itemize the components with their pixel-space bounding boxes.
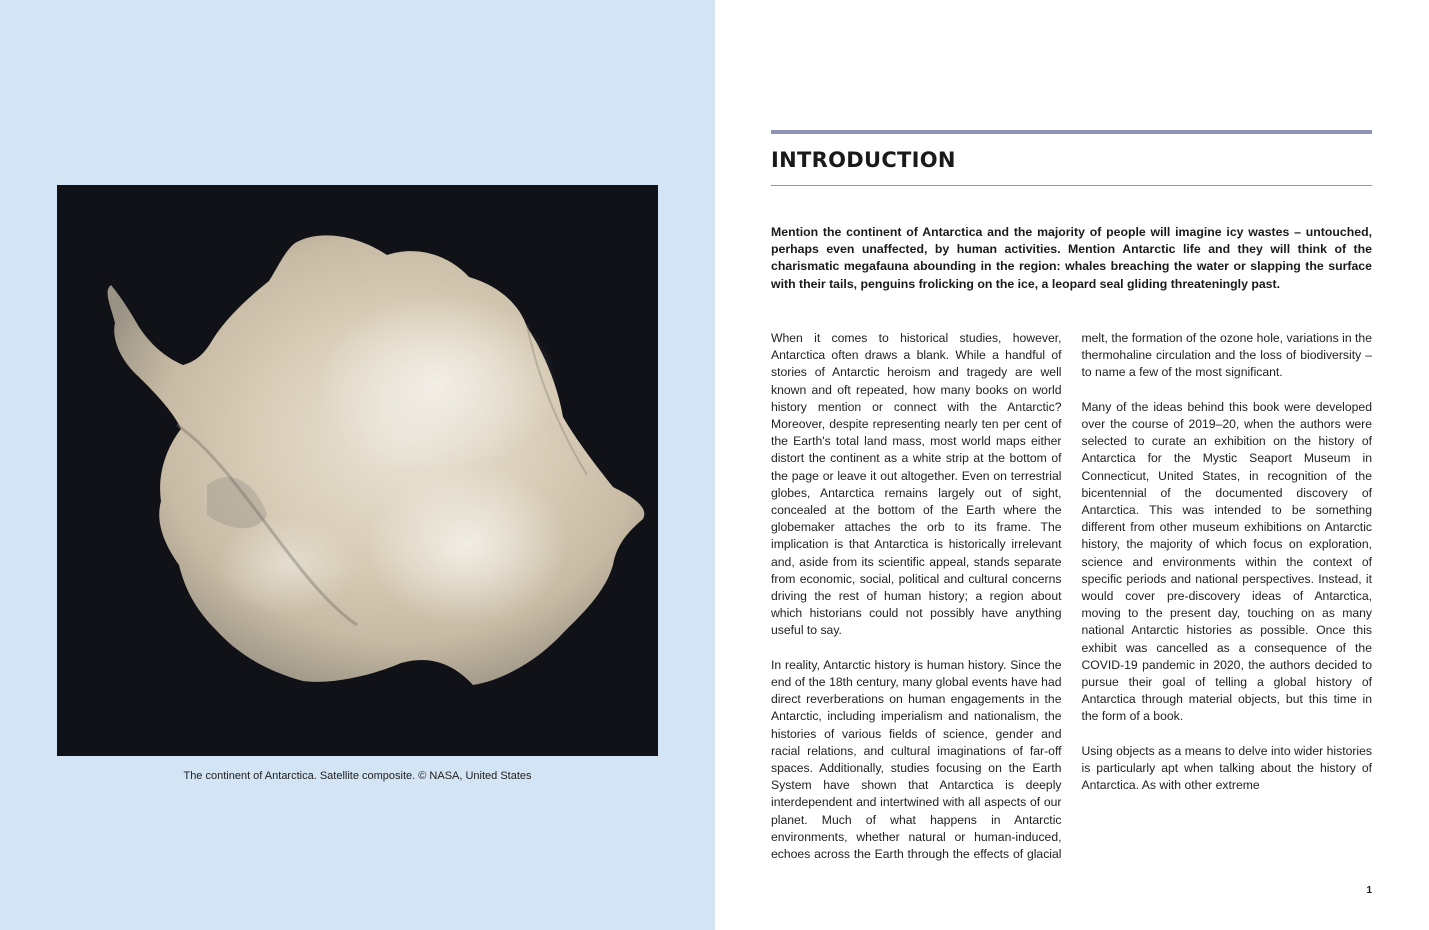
lead-paragraph: Mention the continent of Antarctica and the majority of people will imagine icy wastes – untouched, perhaps even unaffected, by human activities. Mention Antarctic life and they will think of the charismatic megafauna abounding in the region: whales breaching the water or slapping the surface with their tails, penguins frolicking on the ice, a leopard seal gliding threateningly past. bbox=[771, 225, 1372, 291]
body-paragraph: In reality, Antarctic history is human history. Since the end of the 18th century, many global events have had direct reverberations on human engagements in the Antarctic, including imperialism and nationalism, the histories of various fields of science, gender and racial relations, and cultural imaginations of far-off spaces. Additionally, studies focusing on the Earth System have shown that Antarctica is deeply interdependent and intertwined with all aspects of our planet. Much of what happens in Antarctic environments, whether natural or human-induced, echoes across the Earth through the effects of glacial melt, the formation of the ozone hole, variations in the thermohaline circulation and the loss of biodiversity – to name a few of the most significant. bbox=[771, 331, 1372, 862]
antarctica-satellite-photo bbox=[57, 185, 658, 756]
ice-highlight bbox=[217, 515, 357, 615]
antarctica-continent-image bbox=[57, 185, 658, 756]
body-paragraph: Many of the ideas behind this book were developed over the course of 2019–20, when the authors were selected to curate an exhibition on the history of Antarctica for the Mystic Seaport Museum in Connecticut, United States, in recognition of the bicentennial of the documented discovery of Antarctica. This was intended to be something different from other museum exhibitions on Antarctic history, the majority of which focus on exploration, science and environments within the context of specific periods and national perspectives. Instead, it would cover pre-discovery ideas of Antarctica, moving to the present day, touching on as many national Antarctic histories as possible. Once this exhibit was cancelled as a consequence of the COVID-19 pandemic in 2020, the authors decided to pursue their goal of telling a global history of Antarctica through material objects, but this time in the form of a book. bbox=[1081, 399, 1372, 724]
ice-highlight bbox=[317, 295, 557, 475]
right-page bbox=[715, 0, 1429, 930]
body-paragraph: When it comes to historical studies, however, Antarctica often draws a blank. While a handful of stories of Antarctic heroism and tragedy are well known and oft repeated, how many books on world history mention or connect with the Antarctic? Moreover, despite representing nearly ten per cent of the Earth's total land mass, most world maps either distort the continent as a white strip at the bottom of the page or leave it out altogether. Even on terrestrial globes, Antarctica remains largely out of sight, concealed at the bottom of the Earth where the globemaker attaches the orb to its frame. The implication is that Antarctica is historically irrelevant and, aside from its scientific appeal, stands separate from economic, social, political and cultural concerns driving the rest of human history; a region about which historians could not possibly have anything useful to say. bbox=[771, 331, 1062, 638]
body-paragraph: Using objects as a means to delve into wider histories is particularly apt when talking about the history of Antarctica. As with other extreme bbox=[1081, 743, 1372, 793]
ice-highlight bbox=[367, 465, 567, 625]
heading-bottom-rule bbox=[771, 185, 1372, 186]
page-number: 1 bbox=[1366, 885, 1372, 896]
chapter-heading: INTRODUCTION bbox=[771, 148, 956, 172]
photo-caption: The continent of Antarctica. Satellite composite. © NASA, United States bbox=[183, 770, 532, 782]
heading-top-rule bbox=[771, 130, 1372, 134]
body-text-columns bbox=[771, 330, 1372, 870]
